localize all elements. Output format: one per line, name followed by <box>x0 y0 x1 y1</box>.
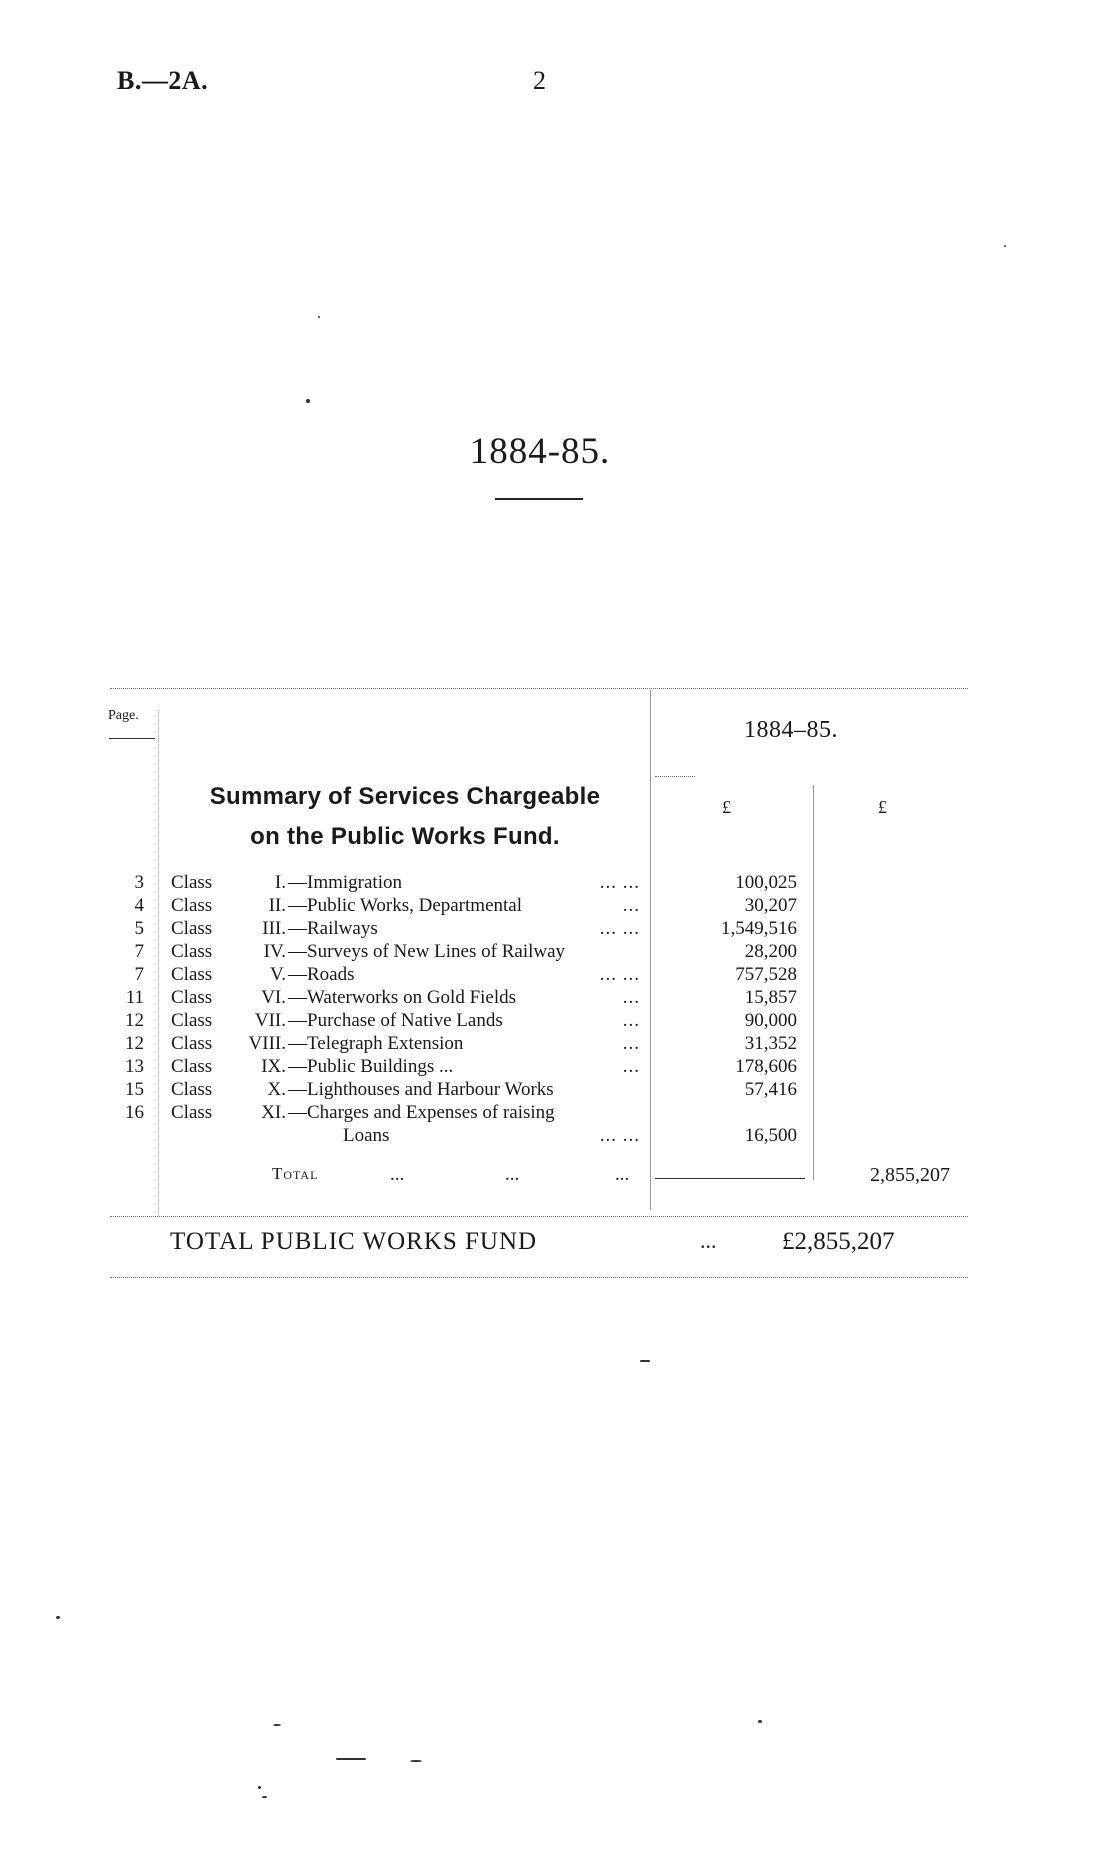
row-amount: 757,528 <box>735 964 797 985</box>
document-reference: B.—2A. <box>117 66 209 95</box>
row-amount: 28,200 <box>744 941 797 962</box>
currency-header-2: £ <box>878 797 887 817</box>
row-leader-dots: ... <box>622 987 640 1008</box>
row-description: —Surveys of New Lines of Railway <box>288 941 566 962</box>
row-leader-dots: ... <box>622 1010 640 1031</box>
row-leader-dots: ... <box>622 1056 640 1077</box>
page-number: 2 <box>533 66 546 95</box>
row-class: Class <box>171 1033 213 1054</box>
grand-total-amount: £2,855,207 <box>782 1228 895 1255</box>
row-class: Class <box>171 987 213 1008</box>
row-class: Class <box>171 964 213 985</box>
scan-speck <box>336 1758 366 1760</box>
amount-column-divider <box>813 785 814 1180</box>
row-description: —Telegraph Extension <box>288 1033 464 1054</box>
row-amount: 30,207 <box>744 895 797 916</box>
row-description: —Lighthouses and Harbour Works <box>288 1079 554 1100</box>
row-page: 11 <box>125 987 144 1008</box>
row-leader-dots: ... <box>622 895 640 916</box>
row-numeral: VII. <box>254 1010 286 1031</box>
row-description: —Waterworks on Gold Fields <box>288 987 517 1008</box>
row-amount: 31,352 <box>744 1033 797 1054</box>
row-page: 13 <box>125 1056 144 1077</box>
row-description: —Purchase of Native Lands <box>288 1010 503 1031</box>
grand-total-label: TOTAL PUBLIC WORKS FUND <box>170 1228 538 1255</box>
subtotal-rule <box>655 1178 805 1179</box>
row-class: Class <box>171 1102 213 1123</box>
row-amount: 1,549,516 <box>721 918 797 939</box>
scan-speck <box>410 1760 422 1762</box>
row-numeral: II. <box>268 895 286 916</box>
row-description: —Charges and Expenses of raising <box>288 1102 555 1123</box>
row-numeral: IX. <box>261 1056 286 1077</box>
row-page: 12 <box>125 1010 144 1031</box>
row-leader-dots: ... ... <box>599 964 640 985</box>
row-page: 3 <box>134 872 144 893</box>
row-page: 5 <box>134 918 144 939</box>
row-leader-dots: ... <box>622 1033 640 1054</box>
row-class: Class <box>171 872 213 893</box>
row-numeral: XI. <box>261 1102 286 1123</box>
scan-speck <box>262 1796 267 1798</box>
row-numeral: VIII. <box>248 1033 286 1054</box>
total-leader-dots: ... <box>505 1164 520 1185</box>
row-amount: 15,857 <box>744 987 797 1008</box>
total-leader-dots: ... <box>390 1164 405 1185</box>
total-amount: 2,855,207 <box>870 1164 950 1186</box>
heading-rule <box>495 498 583 500</box>
row-amount: 57,416 <box>744 1079 797 1100</box>
row-class: Class <box>171 918 213 939</box>
scan-speck <box>1004 245 1006 247</box>
row-numeral: VI. <box>261 987 286 1008</box>
row-description: —Public Works, Departmental <box>288 895 522 916</box>
scan-speck <box>640 1360 650 1362</box>
page-column-header: Page. <box>108 708 139 723</box>
row-description: —Immigration <box>288 872 402 893</box>
row-page: 16 <box>125 1102 144 1123</box>
row-page: 4 <box>134 895 144 916</box>
summary-title-line-2: on the Public Works Fund. <box>250 823 560 850</box>
row-amount: 178,606 <box>735 1056 797 1077</box>
row-description: —Railways <box>288 918 378 939</box>
row-page: 12 <box>125 1033 144 1054</box>
row-page: 7 <box>134 964 144 985</box>
row-leader-dots: ... ... <box>599 872 640 893</box>
currency-header-1: £ <box>722 797 731 817</box>
year-column-header: 1884–85. <box>744 717 838 743</box>
grand-total-bottom-rule <box>110 1277 968 1278</box>
row-class: Class <box>171 1056 213 1077</box>
grand-total-leader-dots: ... <box>700 1228 717 1253</box>
row-amount: 16,500 <box>744 1125 797 1146</box>
row-page: 7 <box>134 941 144 962</box>
table-top-rule <box>110 688 968 689</box>
scan-speck <box>56 1616 60 1619</box>
row-leader-dots: ... ... <box>599 918 640 939</box>
row-numeral: III. <box>262 918 286 939</box>
row-page: 15 <box>125 1079 144 1100</box>
row-amount: 100,025 <box>735 872 797 893</box>
row-class: Class <box>171 895 213 916</box>
scan-speck <box>318 316 320 318</box>
subheader-rule <box>655 776 695 777</box>
row-leader-dots: ... ... <box>599 1125 640 1146</box>
page-column-divider <box>158 710 159 1215</box>
row-class: Class <box>171 941 213 962</box>
total-leader-dots: ... <box>615 1164 630 1185</box>
description-column-divider <box>650 690 651 1210</box>
total-label: Total <box>272 1164 319 1183</box>
row-description: —Public Buildings ... <box>288 1056 454 1077</box>
scan-speck <box>258 1786 261 1789</box>
row-class: Class <box>171 1010 213 1031</box>
scan-speck <box>758 1720 762 1723</box>
row-numeral: V. <box>269 964 286 985</box>
row-description: —Roads <box>288 964 355 985</box>
summary-title-line-1: Summary of Services Chargeable <box>209 783 601 810</box>
table-bottom-rule <box>110 1216 968 1217</box>
scan-speck <box>273 1724 281 1726</box>
row-class: Class <box>171 1079 213 1100</box>
row-amount: 90,000 <box>744 1010 797 1031</box>
page-column-underline <box>109 738 155 739</box>
summary-title <box>160 777 650 857</box>
scan-speck <box>306 399 310 403</box>
row-numeral: I. <box>274 872 286 893</box>
row-numeral: X. <box>267 1079 286 1100</box>
row-description: Loans <box>343 1125 390 1146</box>
row-numeral: IV. <box>263 941 286 962</box>
year-heading: 1884-85. <box>469 431 611 472</box>
